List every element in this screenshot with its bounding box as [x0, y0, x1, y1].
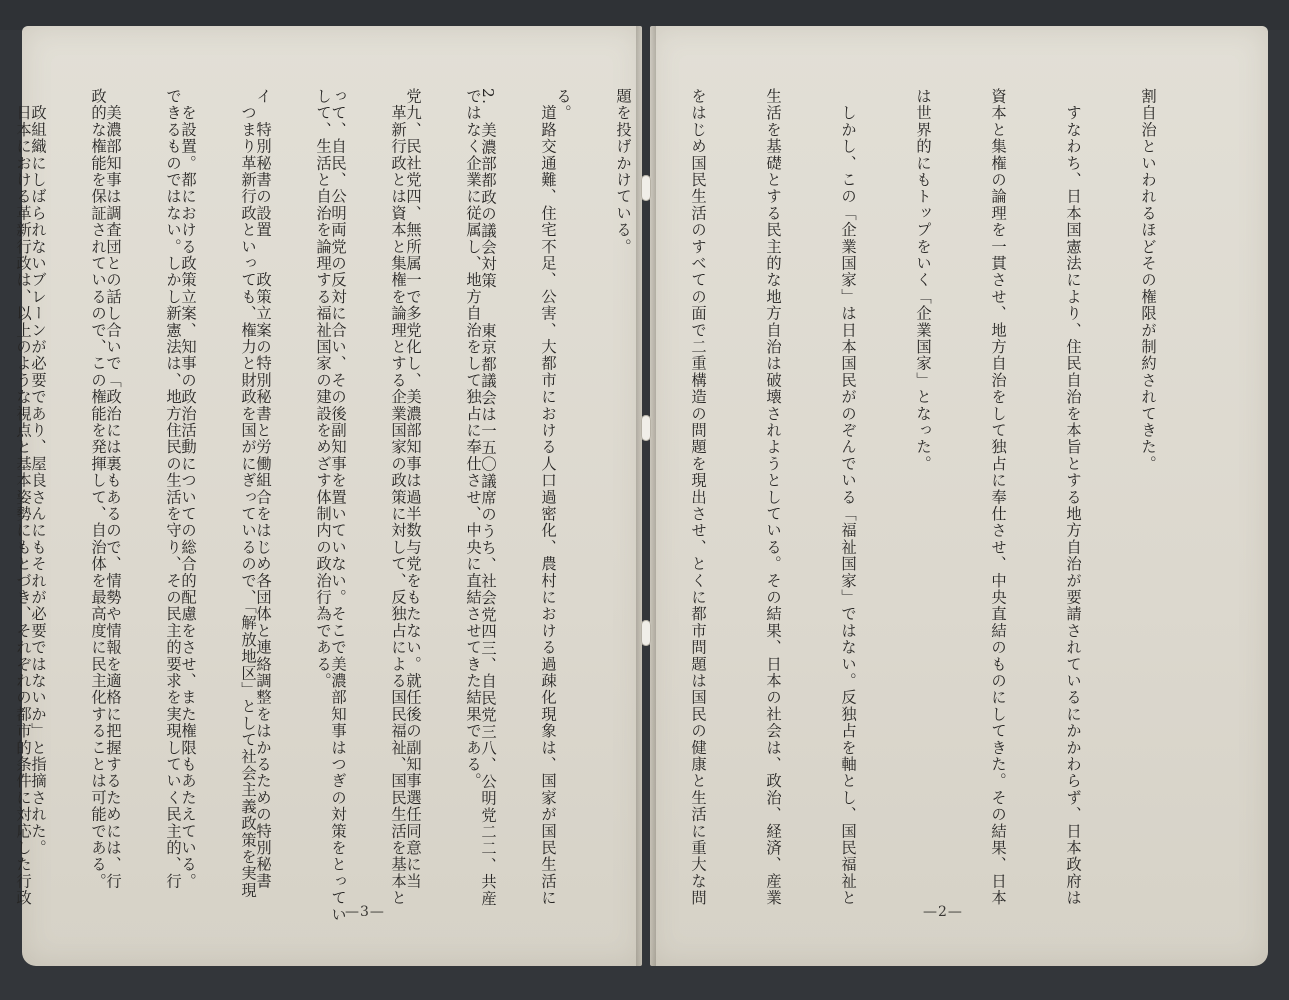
text-line: して、生活と自治を論理する福祉国家の建設をめざす体制内の政治行為である。 — [314, 88, 332, 690]
text-line: イ 特別秘書の設置 政策立案の特別秘書と労働組合をはじめ各団体と連絡調整をはかるための特別秘書 — [254, 88, 272, 890]
text-line: 生活を基礎とする民主的な地方自治は破壊されようとしている。その結果、日本の社会は、政治、経済、産業 — [764, 88, 782, 907]
text-line: ではなく企業に従属し、地方自治をして独占に奉仕させ、中央に直結させてきた結果である。 — [464, 88, 482, 790]
page-number-right: —2— — [923, 904, 963, 920]
text-line: 党九、民社党四、無所属一で多党化し、美濃部知事は過半数与党をもたない。就任後の副知事選任同意に当 — [404, 88, 422, 890]
text-line: 割自治といわれるほどその権限が制約されてきた。 — [1139, 88, 1157, 473]
text-line: は世界的にもトップをいく「企業国家」となった。 — [914, 88, 932, 473]
text-line: る。 — [554, 88, 572, 122]
text-line: って、自民、公明両党の反対に合い、その後副知事を置いていない。そこで美濃部知事はつぎの対策をとってい — [329, 88, 347, 923]
text-line: 題を投げかけている。 — [614, 88, 632, 255]
text-line: 政組織にしばられないブレーンが必要であり、屋良さんにもそれが必要ではないか」と指摘された。 — [29, 88, 47, 857]
page-number-left: —3— — [345, 904, 385, 920]
text-line: しかし、この「企業国家」は日本国民がのぞんでいる「福祉国家」ではない。反独占を軸とし、国民福祉と — [839, 88, 857, 907]
text-line: 2. 美濃部都政の議会対策 東京都議会は一五〇議席のうち、社会党四三、自民党三八、公明党二二、共産 — [479, 88, 497, 907]
text-line: つまり革新行政といっても、権力と財政を国がにぎっているので、「解放地区」として社会主義政策を実現 — [239, 88, 257, 899]
text-line: をはじめ国民生活のすべての面で二重構造の問題を現出させ、とくに都市問題は国民の健康と生活に重大な問 — [689, 88, 707, 907]
text-line: 道路交通難、住宅不足、公害、大都市における人口過密化、農村における過疎化現象は、国家が国民生活に — [539, 88, 557, 907]
left-page-body — [29, 88, 625, 923]
text-line: 美濃部知事は調査団との話し合いで「政治には裏もあるので、情勢や情報を適格に把握するためには、行 — [104, 88, 122, 890]
text-line: 日本における革新行政は、以上のような視点と基本姿勢にもとづき、それぞれの都市的条件に対応した行政 — [14, 88, 32, 907]
text-line: できるものではない。しかし新憲法は、地方住民の生活を守り、その民主的要求を実現していく民主的、行 — [164, 88, 182, 890]
text-line: すなわち、日本国憲法により、住民自治を本旨とする地方自治が要請されているにかかわらず、日本政府は — [1064, 88, 1082, 907]
text-line: 政的な権能を保証されているので、この権能を発揮して、自治体を最高度に民主化することは可能である。 — [89, 88, 107, 890]
text-line: 資本と集権の論理を一貫させ、地方自治をして独占に奉仕させ、中央直結のものにしてきた。その結果、日本 — [989, 88, 1007, 907]
text-line: 革新行政とは資本と集権を論理とする企業国家の政策に対して、反独占による国民福祉、国民生活を基本と — [389, 88, 407, 907]
text-line: を設置。都における政策立案、知事の政治活動についての総合的配慮をさせ、また権限もあたえている。 — [179, 88, 197, 890]
